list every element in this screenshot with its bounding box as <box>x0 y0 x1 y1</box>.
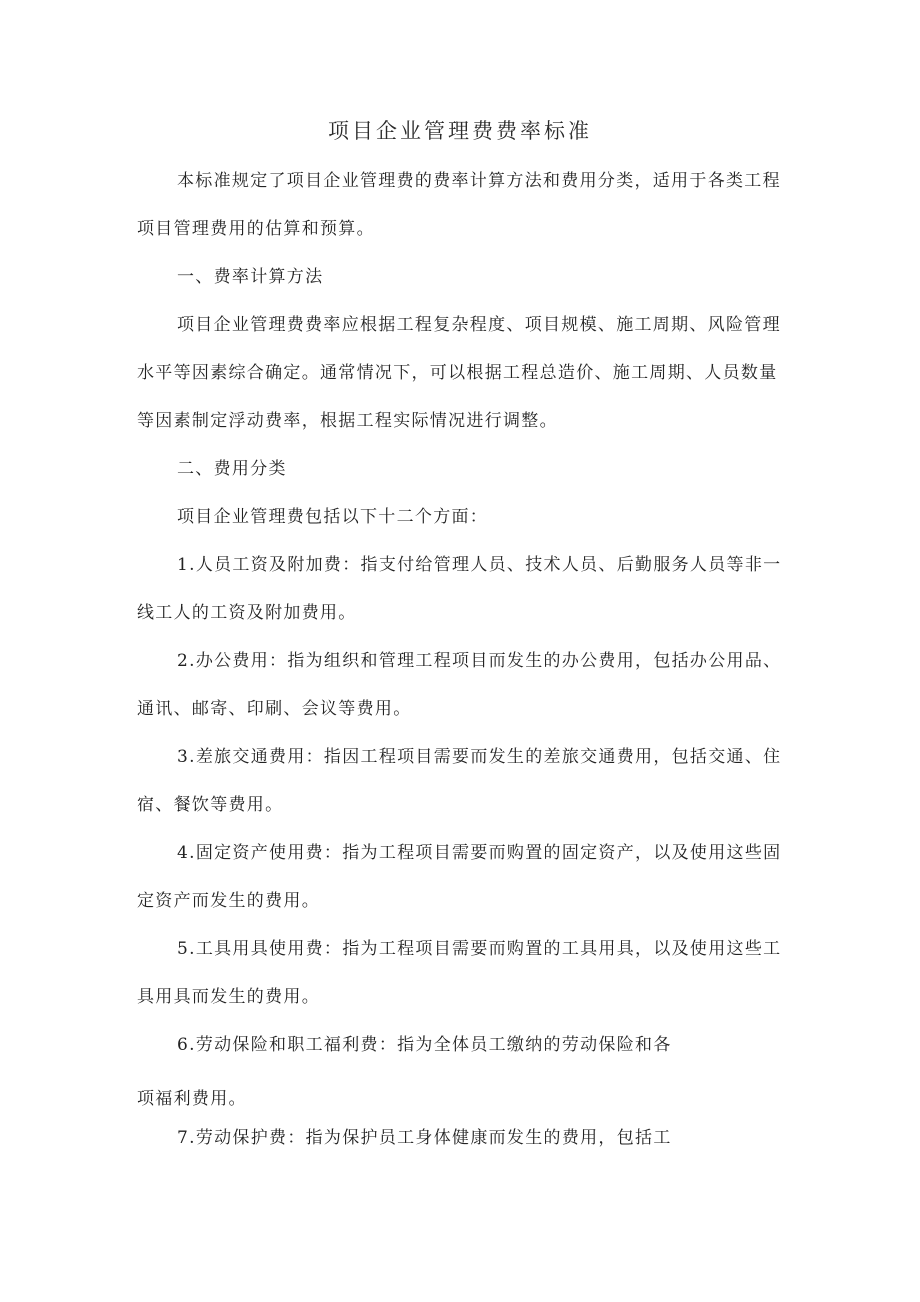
list-item-7-line-1: 7.劳动保护费：指为保护员工身体健康而发生的费用，包括工 <box>177 1128 672 1148</box>
classification-lead: 项目企业管理费包括以下十二个方面： <box>177 507 489 527</box>
document-title: 项目企业管理费费率标准 <box>328 119 592 143</box>
list-item: 5.工具用具使用费：指为工程项目需要而购置的工具用具，以及使用这些工具用具而发生的费用。 <box>137 939 782 1007</box>
list-item: 1.人员工资及附加费：指支付给管理人员、技术人员、后勤服务人员等非一线工人的工资及附加费用。 <box>137 555 782 623</box>
list-item-6-line-2: 项福利费用。 <box>137 1089 247 1109</box>
section-heading-cost-classification: 二、费用分类 <box>177 459 287 479</box>
list-item-6-line-1: 6.劳动保险和职工福利费：指为全体员工缴纳的劳动保险和各 <box>177 1035 672 1055</box>
list-item: 4.固定资产使用费：指为工程项目需要而购置的固定资产，以及使用这些固定资产而发生的费用。 <box>137 843 782 911</box>
section-heading-rate-method: 一、费率计算方法 <box>177 267 324 287</box>
rate-method-paragraph: 项目企业管理费费率应根据工程复杂程度、项目规模、施工周期、风险管理水平等因素综合确定。通常情况下，可以根据工程总造价、施工周期、人员数量等因素制定浮动费率，根据工程实际情况进行调整。 <box>137 315 781 431</box>
list-item: 3.差旅交通费用：指因工程项目需要而发生的差旅交通费用，包括交通、住宿、餐饮等费用。 <box>137 747 782 815</box>
list-item: 2.办公费用：指为组织和管理工程项目而发生的办公费用，包括办公用品、通讯、邮寄、印刷、会议等费用。 <box>137 651 782 719</box>
intro-paragraph: 本标准规定了项目企业管理费的费率计算方法和费用分类，适用于各类工程项目管理费用的估算和预算。 <box>137 171 781 239</box>
